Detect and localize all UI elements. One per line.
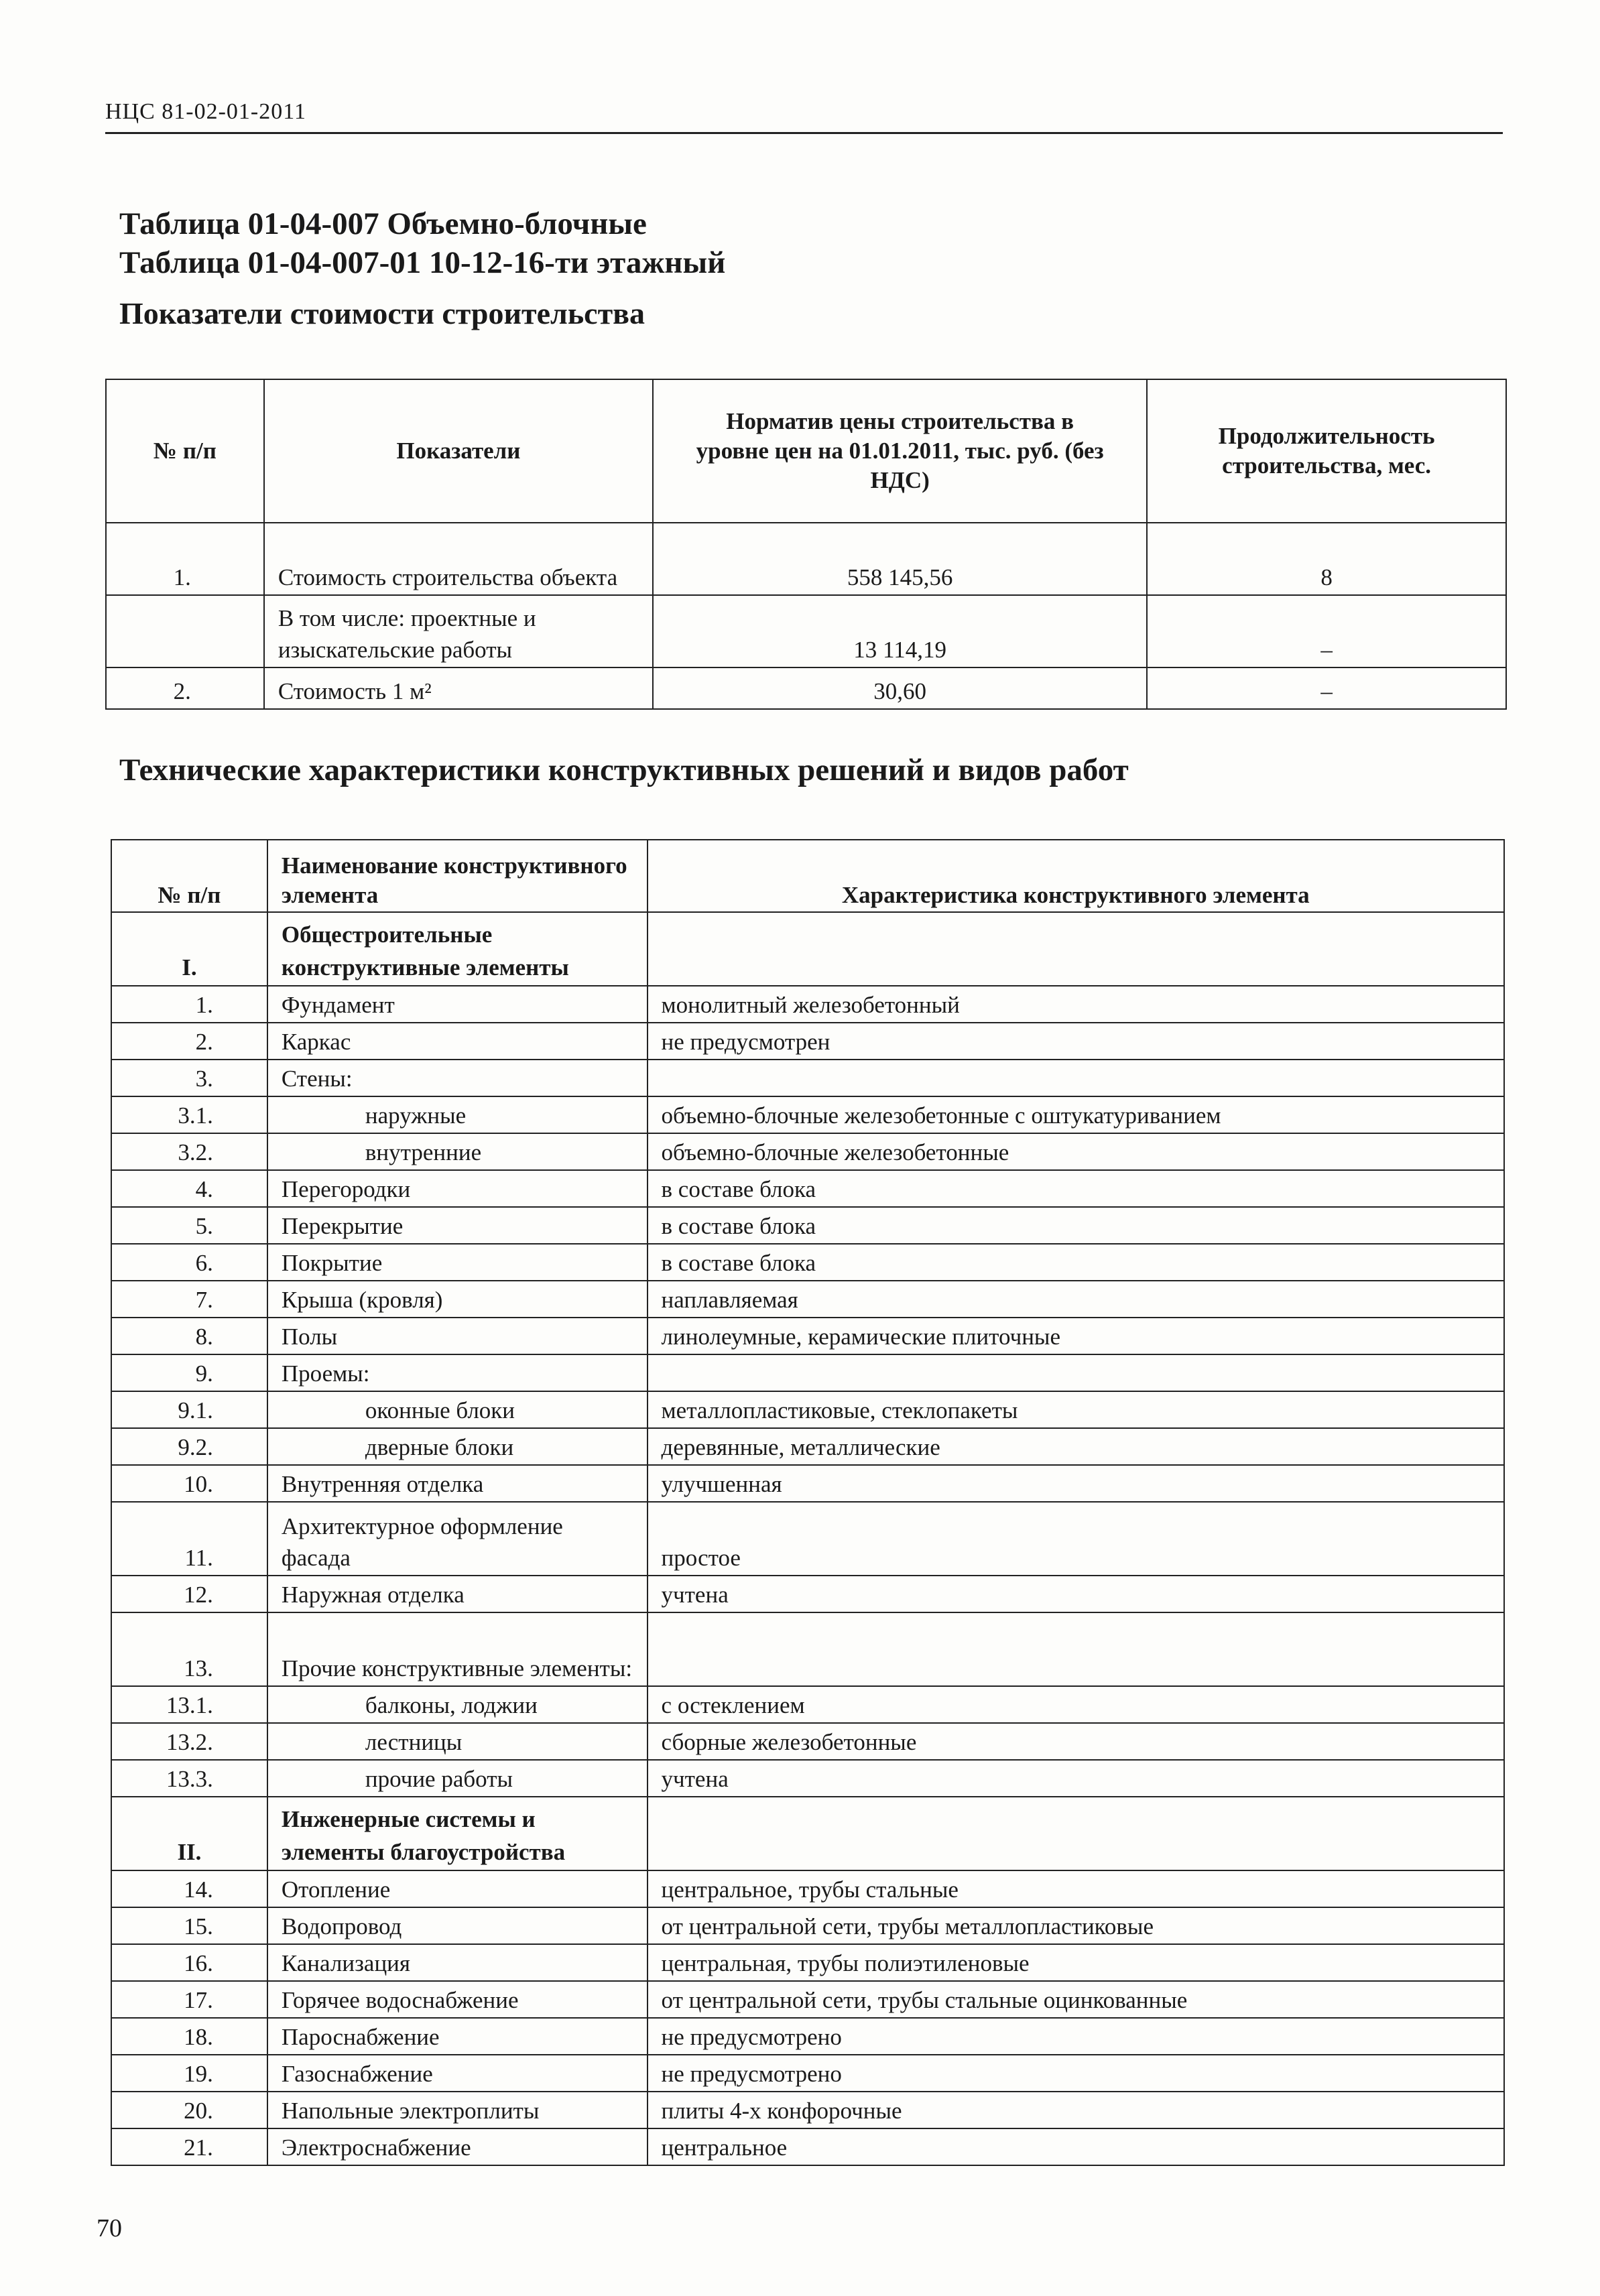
table-row	[111, 1096, 1504, 1133]
page-number: 70	[97, 2214, 122, 2242]
row-element-name: Водопровод	[267, 1907, 648, 1944]
header-desc: Характеристика конструктивного элемента	[648, 840, 1504, 912]
row-num: 9.2.	[111, 1428, 267, 1465]
row-element-name: наружные	[267, 1096, 648, 1133]
row-num: 15.	[111, 1907, 267, 1944]
header-indicator: Показатели	[264, 379, 653, 523]
row-element-name: Канализация	[267, 1944, 648, 1981]
row-num: 1.	[106, 523, 264, 595]
section-row	[111, 1797, 1504, 1870]
row-element-name: Отопление	[267, 1870, 648, 1907]
row-num: II.	[111, 1797, 267, 1870]
row-element-description: линолеумные, керамические плиточные	[648, 1318, 1504, 1354]
row-element-description	[648, 1354, 1504, 1391]
row-price: 30,60	[653, 667, 1147, 709]
row-duration: –	[1147, 667, 1506, 709]
row-num: I.	[111, 912, 267, 986]
table-row	[111, 1723, 1504, 1760]
row-element-description: центральная, трубы полиэтиленовые	[648, 1944, 1504, 1981]
row-num: 8.	[111, 1318, 267, 1354]
row-num: 13.1.	[111, 1686, 267, 1723]
document-code: НЦС 81-02-01-2011	[105, 99, 306, 124]
table-row	[111, 2055, 1504, 2092]
row-element-name: Напольные электроплиты	[267, 2092, 648, 2128]
row-element-description	[648, 1612, 1504, 1686]
table-row	[111, 1612, 1504, 1686]
table-row	[111, 2128, 1504, 2165]
table-row	[111, 1318, 1504, 1354]
row-element-name: Общестроительные конструктивные элементы	[267, 912, 648, 986]
row-element-name: Проемы:	[267, 1354, 648, 1391]
table-row	[111, 1207, 1504, 1244]
row-element-name: Газоснабжение	[267, 2055, 648, 2092]
row-num: 19.	[111, 2055, 267, 2092]
title-block	[119, 204, 725, 333]
table-title: Таблица 01-04-007 Объемно-блочные	[119, 206, 647, 241]
row-element-description: учтена	[648, 1576, 1504, 1612]
row-element-description: центральное, трубы стальные	[648, 1870, 1504, 1907]
table-row	[111, 1981, 1504, 2018]
row-num	[106, 595, 264, 667]
row-num: 2.	[111, 1023, 267, 1060]
row-element-description: от центральной сети, трубы стальные оцинкованные	[648, 1981, 1504, 2018]
row-element-name: внутренние	[267, 1133, 648, 1170]
table-row	[111, 1391, 1504, 1428]
row-element-description: учтена	[648, 1760, 1504, 1797]
row-num: 16.	[111, 1944, 267, 1981]
row-num: 9.1.	[111, 1391, 267, 1428]
row-element-name: оконные блоки	[267, 1391, 648, 1428]
row-element-description: плиты 4-х конфорочные	[648, 2092, 1504, 2128]
row-element-name: Крыша (кровля)	[267, 1281, 648, 1318]
row-num: 2.	[106, 667, 264, 709]
row-num: 13.	[111, 1612, 267, 1686]
row-element-name: дверные блоки	[267, 1428, 648, 1465]
row-num: 1.	[111, 986, 267, 1023]
table-row	[111, 986, 1504, 1023]
cost-section-title: Показатели стоимости строительства	[119, 296, 645, 330]
row-element-name: Горячее водоснабжение	[267, 1981, 648, 2018]
table-row	[111, 1023, 1504, 1060]
table-row	[111, 1907, 1504, 1944]
row-element-name: Пароснабжение	[267, 2018, 648, 2055]
row-element-description: наплавляемая	[648, 1281, 1504, 1318]
row-element-description: объемно-блочные железобетонные	[648, 1133, 1504, 1170]
row-element-description: центральное	[648, 2128, 1504, 2165]
row-element-description: объемно-блочные железобетонные с оштукатуриванием	[648, 1096, 1504, 1133]
row-element-name: Стены:	[267, 1060, 648, 1096]
row-element-description: металлопластиковые, стеклопакеты	[648, 1391, 1504, 1428]
table-row	[106, 595, 1506, 667]
table-row	[111, 1060, 1504, 1096]
row-num: 3.2.	[111, 1133, 267, 1170]
table-row	[106, 667, 1506, 709]
table-row	[106, 523, 1506, 595]
row-num: 14.	[111, 1870, 267, 1907]
row-element-description: в составе блока	[648, 1207, 1504, 1244]
row-indicator: В том числе: проектные и изыскательские работы	[264, 595, 653, 667]
row-duration: 8	[1147, 523, 1506, 595]
table-row	[111, 1281, 1504, 1318]
row-num: 21.	[111, 2128, 267, 2165]
row-element-name: Перекрытие	[267, 1207, 648, 1244]
row-num: 9.	[111, 1354, 267, 1391]
table-row	[111, 2092, 1504, 2128]
tech-section-title: Технические характеристики конструктивных решений и видов работ	[119, 753, 1129, 787]
row-num: 11.	[111, 1502, 267, 1576]
row-element-name: Фундамент	[267, 986, 648, 1023]
row-num: 10.	[111, 1465, 267, 1502]
row-element-description: с остеклением	[648, 1686, 1504, 1723]
row-element-name: Электроснабжение	[267, 2128, 648, 2165]
row-num: 5.	[111, 1207, 267, 1244]
row-element-description: не предусмотрен	[648, 1023, 1504, 1060]
row-element-description: монолитный железобетонный	[648, 986, 1504, 1023]
table-row	[111, 1686, 1504, 1723]
row-num: 4.	[111, 1170, 267, 1207]
row-element-description: в составе блока	[648, 1244, 1504, 1281]
row-num: 17.	[111, 1981, 267, 2018]
row-num: 12.	[111, 1576, 267, 1612]
table-row	[111, 1576, 1504, 1612]
row-duration: –	[1147, 595, 1506, 667]
table-row	[111, 1133, 1504, 1170]
row-num: 18.	[111, 2018, 267, 2055]
row-element-description: деревянные, металлические	[648, 1428, 1504, 1465]
row-element-description: не предусмотрено	[648, 2055, 1504, 2092]
row-element-name: Инженерные системы и элементы благоустройства	[267, 1797, 648, 1870]
row-element-description	[648, 1060, 1504, 1096]
row-indicator: Стоимость строительства объекта	[264, 523, 653, 595]
row-element-name: лестницы	[267, 1723, 648, 1760]
table-row	[111, 1428, 1504, 1465]
header-price: Норматив цены строительства в уровне цен на 01.01.2011, тыс. руб. (без НДС)	[653, 379, 1147, 523]
row-num: 13.3.	[111, 1760, 267, 1797]
row-num: 20.	[111, 2092, 267, 2128]
row-num: 7.	[111, 1281, 267, 1318]
row-element-name: Покрытие	[267, 1244, 648, 1281]
row-element-name: балконы, лоджии	[267, 1686, 648, 1723]
row-element-description: от центральной сети, трубы металлопластиковые	[648, 1907, 1504, 1944]
header-num: № п/п	[111, 840, 267, 912]
row-num: 3.	[111, 1060, 267, 1096]
table-row	[111, 1502, 1504, 1576]
row-element-description	[648, 912, 1504, 986]
row-indicator: Стоимость 1 м²	[264, 667, 653, 709]
row-element-name: Внутренняя отделка	[267, 1465, 648, 1502]
row-element-description: сборные железобетонные	[648, 1723, 1504, 1760]
section-row	[111, 912, 1504, 986]
table-row	[111, 2018, 1504, 2055]
table-row	[111, 1170, 1504, 1207]
row-element-name: Полы	[267, 1318, 648, 1354]
header-name: Наименование конструктивного элемента	[267, 840, 648, 912]
cost-indicators-table	[105, 379, 1507, 710]
row-element-name: Наружная отделка	[267, 1576, 648, 1612]
row-element-description	[648, 1797, 1504, 1870]
row-element-name: прочие работы	[267, 1760, 648, 1797]
table-subtitle: Таблица 01-04-007-01 10-12-16-ти этажный	[119, 245, 726, 280]
row-element-description: улучшенная	[648, 1465, 1504, 1502]
row-element-description: не предусмотрено	[648, 2018, 1504, 2055]
table-row	[111, 1354, 1504, 1391]
table-row	[111, 1465, 1504, 1502]
table-row	[111, 1870, 1504, 1907]
row-element-name: Архитектурное оформление фасада	[267, 1502, 648, 1576]
row-element-name: Каркас	[267, 1023, 648, 1060]
row-num: 13.2.	[111, 1723, 267, 1760]
header-num: № п/п	[106, 379, 264, 523]
row-element-name: Перегородки	[267, 1170, 648, 1207]
row-num: 6.	[111, 1244, 267, 1281]
header-rule	[105, 132, 1503, 134]
table-row	[111, 1760, 1504, 1797]
header-duration: Продолжительность строительства, мес.	[1147, 379, 1506, 523]
table-row	[111, 1244, 1504, 1281]
row-element-description: в составе блока	[648, 1170, 1504, 1207]
row-price: 13 114,19	[653, 595, 1147, 667]
row-num: 3.1.	[111, 1096, 267, 1133]
table-row	[111, 1944, 1504, 1981]
row-price: 558 145,56	[653, 523, 1147, 595]
row-element-name: Прочие конструктивные элементы:	[267, 1612, 648, 1686]
tech-characteristics-table	[111, 839, 1505, 2166]
row-element-description: простое	[648, 1502, 1504, 1576]
